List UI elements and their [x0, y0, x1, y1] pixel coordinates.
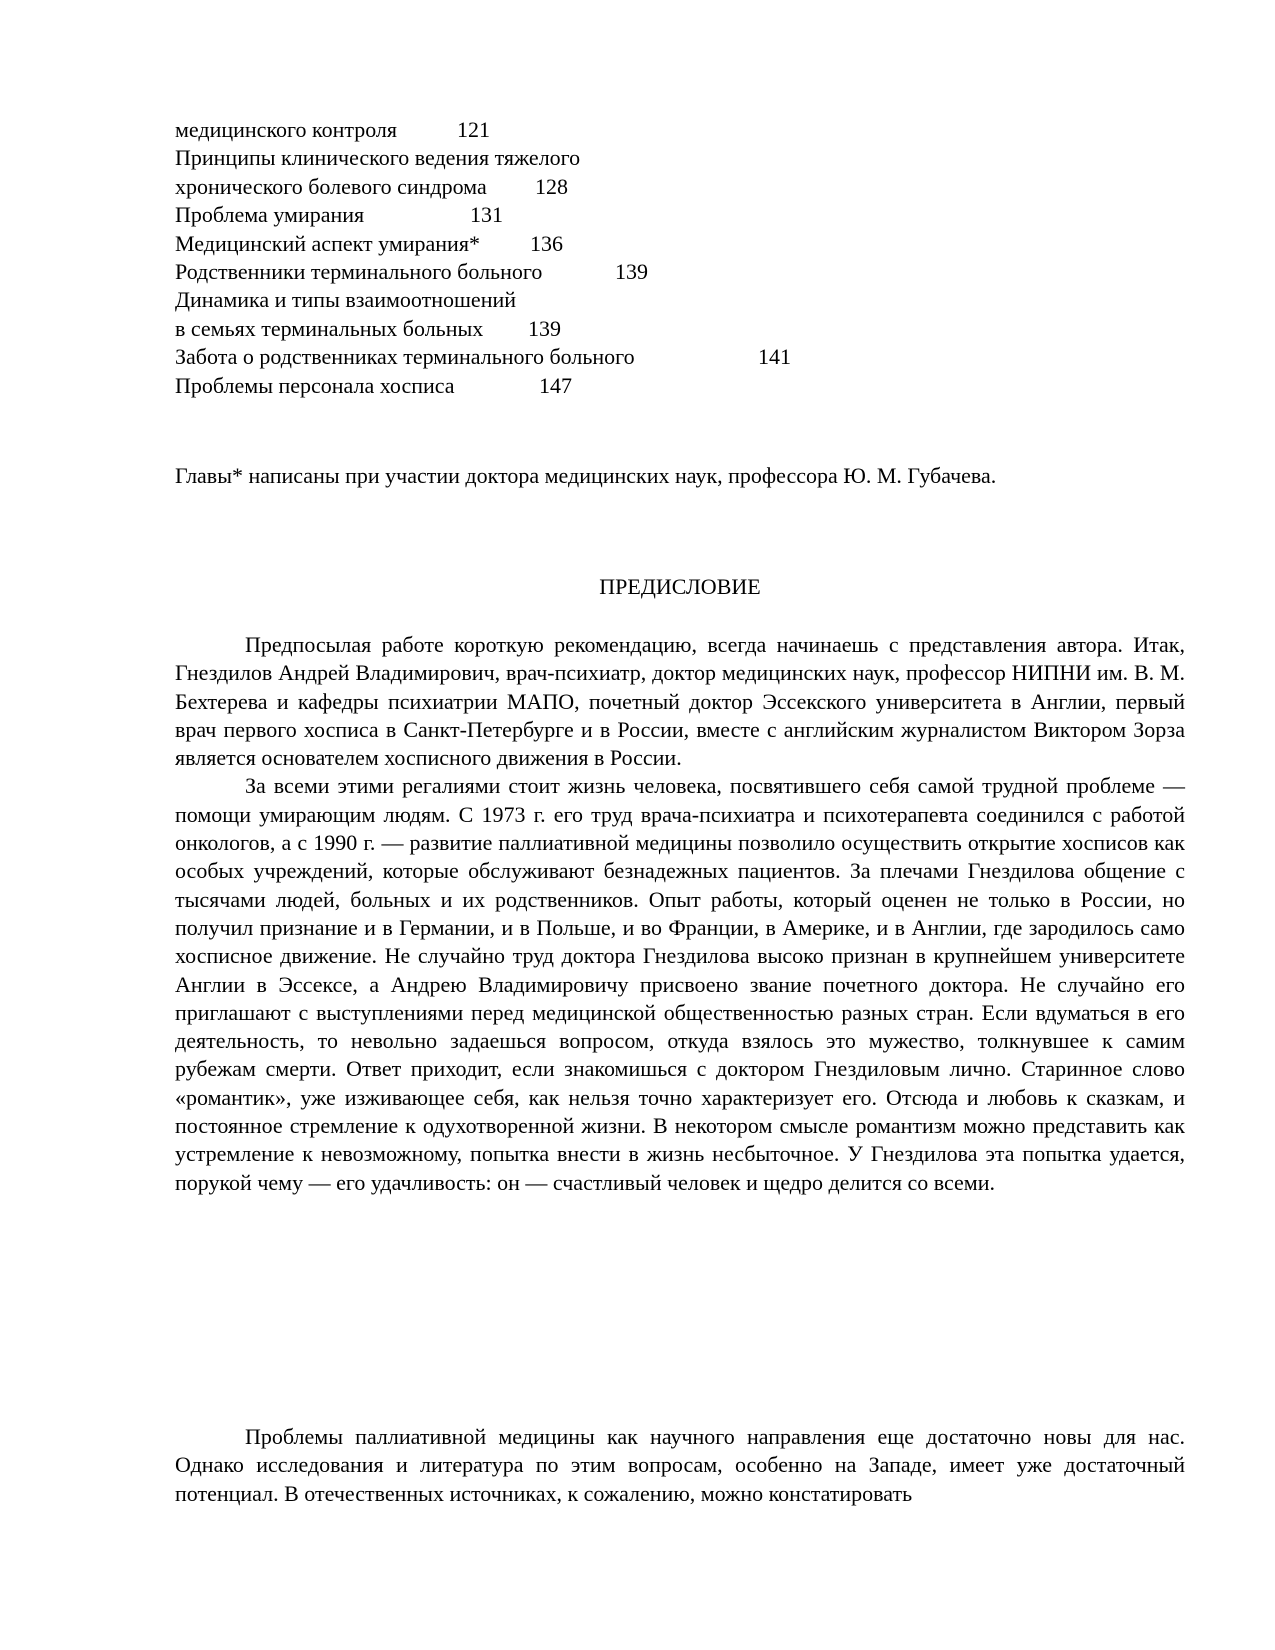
toc-entry-page: 128 — [535, 173, 568, 199]
paragraph: Предпосылая работе короткую рекомендацию, всегда начинаешь с представления автора. Итак, Гнездилов Андрей Владимирович, врач-психиатр, доктор медицинских наук, профессор НИПНИ им. В. М. Бехтерева и кафедры психиатрии МАПО, почетный доктор Эссекского университета в Англии, первый врач первого хосписа в Санкт-Петербурге и в России, вместе с английским журналистом Виктором Зорза является основателем хосписного движения в России. — [175, 632, 1185, 771]
paragraph: За всеми этими регалиями стоит жизнь человека, посвятившего себя самой трудной проблеме — помощи умирающим людям. С 1973 г. его труд врача-психиатра и психотерапевта соединился с работой онкологов, а с 1990 г. — развитие паллиативной медицины позволило осуществить открытие хосписов как особых учреждений, которые обслуживают безнадежных пациентов. За плечами Гнездилова общение с тысячами людей, больных и их родственников. Опыт работы, который оценен не только в России, но получил признание и в Германии, и в Польше, и во Франции, в Америке, и в Англии, где зародилось само хосписное движение. Не случайно труд доктора Гнездилова высоко признан в крупнейшем университете Англии в Эссексе, а Андрею Владимировичу присвоено звание почетного доктора. Не случайно его приглашают с выступлениями перед медицинской общественностью разных стран. Если вдуматься в его деятельность, то невольно задаешься вопросом, откуда взялось это мужество, толкнувшее к самим рубежам смерти. Ответ приходит, если знакомишься с доктором Гнездиловым лично. Старинное слово «романтик», уже изживающее себя, как нельзя точно характеризует его. Отсюда и любовь к сказкам, и постоянное стремление к одухотворенной жизни. В некотором смысле романтизм можно представить как устремление к невозможному, попытка внести в жизнь несбыточное. У Гнездилова эта попытка удается, порукой чему — его удачливость: он — счастливый человек и щедро делится со всеми. — [175, 773, 1185, 1195]
toc-entry-title: медицинского контроля — [175, 117, 398, 142]
toc-entry — [175, 315, 1075, 343]
table-of-contents — [175, 116, 1075, 400]
toc-entry — [175, 258, 1075, 286]
toc-entry-page: 139 — [615, 258, 648, 284]
preface-text — [175, 631, 1185, 1197]
toc-entry — [175, 230, 1075, 258]
toc-entry-title: Принципы клинического ведения тяжелого — [175, 145, 581, 171]
toc-entry-page: 139 — [528, 315, 561, 341]
toc-entry — [175, 116, 1075, 144]
toc-entry-title: Динамика и типы взаимоотношений — [175, 287, 517, 313]
toc-entry-page: 136 — [530, 230, 563, 256]
toc-entry — [175, 144, 1075, 172]
toc-entry-page: 121 — [457, 117, 490, 142]
toc-entry-page: 131 — [470, 202, 503, 228]
toc-entry-title: хронического болевого синдрома — [175, 173, 487, 199]
toc-entry-title: Забота о родственниках терминального больного — [175, 344, 635, 370]
toc-entry — [175, 372, 1075, 400]
toc-entry — [175, 173, 1075, 201]
section-heading: ПРЕДИСЛОВИЕ — [599, 574, 761, 599]
toc-entry-title: Родственники терминального больного — [175, 258, 543, 284]
toc-entry — [175, 286, 1075, 314]
paragraph: Проблемы паллиативной медицины как научного направления еще достаточно новы для нас. Однако исследования и литература по этим вопросам, особенно на Западе, имеет уже достаточный потенциал. В отечественных источниках, к сожалению, можно констатировать — [175, 1424, 1185, 1506]
toc-entry-page: 141 — [758, 344, 791, 370]
toc-entry-title: Медицинский аспект умирания* — [175, 230, 480, 256]
preface-continuation — [175, 1423, 1185, 1508]
toc-entry-title: Проблемы персонала хосписа — [175, 372, 455, 398]
toc-entry — [175, 343, 1075, 371]
toc-entry-title: в семьях терминальных больных — [175, 315, 484, 341]
toc-entry — [175, 201, 1075, 229]
toc-entry-page: 147 — [539, 372, 572, 398]
toc-entry-title: Проблема умирания — [175, 202, 365, 228]
authorship-note: Главы* написаны при участии доктора медицинских наук, профессора Ю. М. Губачева. — [175, 463, 997, 488]
